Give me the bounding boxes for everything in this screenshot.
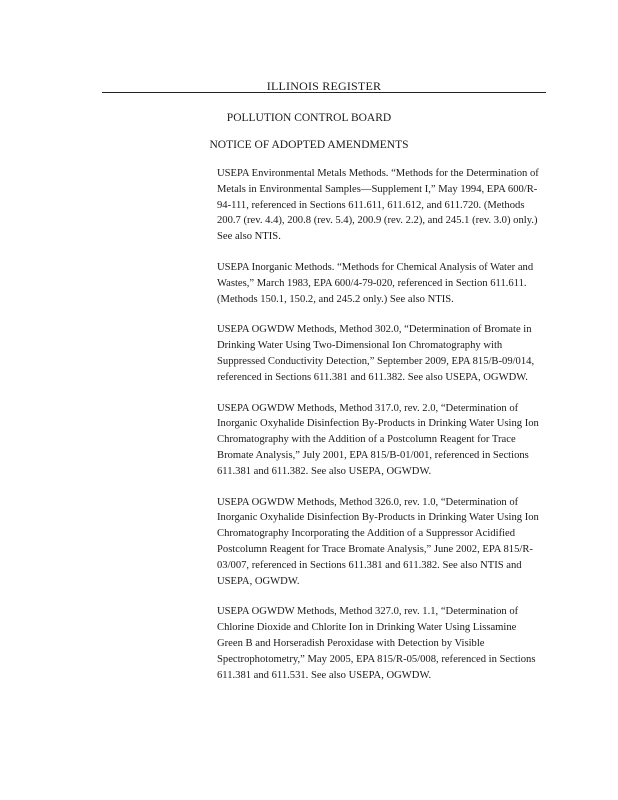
reference-entry: USEPA OGWDW Methods, Method 302.0, “Determination of Bromate in Drinking Water Using Two-Dimensional Ion Chromatography with Suppressed Conductivity Detection,” September 2009, EPA 815/B-09/014, referenced in Sections 611.381 and 611.382. See also USEPA, OGWDW. <box>217 324 535 383</box>
reference-list <box>217 166 542 698</box>
register-header <box>102 79 546 95</box>
reference-entry: USEPA Environmental Metals Methods. “Methods for the Determination of Metals in Environmental Samples—Supplement I,” May 1994, EPA 600/R-94-111, referenced in Sections 611.611, 611.612, and 611.720. (Methods 200.7 (rev. 4.4), 200.8 (rev. 5.4), 200.9 (rev. 2.2), and 245.1 (rev. 3.0) only.) See also NTIS. <box>217 168 539 243</box>
reference-entry: USEPA OGWDW Methods, Method 317.0, rev. 2.0, “Determination of Inorganic Oxyhalide Disinfection By-Products in Drinking Water Using Ion Chromatography with the Addition of a Postcolumn Reagent for Trace Bromate Analysis,” July 2001, EPA 815/B-01/001, referenced in Sections 611.381 and 611.382. See also USEPA, OGWDW. <box>217 402 539 477</box>
reference-entry: USEPA Inorganic Methods. “Methods for Chemical Analysis of Water and Wastes,” March 1983, EPA 600/4-79-020, referenced in Section 611.611. (Methods 150.1, 150.2, and 245.2 only.) See also NTIS. <box>217 261 534 305</box>
register-title: ILLINOIS REGISTER <box>266 79 382 93</box>
reference-entry: USEPA OGWDW Methods, Method 327.0, rev. 1.1, “Determination of Chlorine Dioxide and Chlorite Ion in Drinking Water Using Lissamine Green B and Horseradish Peroxidase with Detection by Visible Spectrophotometry,” May 2005, EPA 815/R-05/008, referenced in Sections 611.381 and 611.531. See also USEPA, OGWDW. <box>217 606 536 681</box>
board-name: POLLUTION CONTROL BOARD <box>226 112 392 124</box>
notice-title: NOTICE OF ADOPTED AMENDMENTS <box>209 139 409 151</box>
reference-entry: USEPA OGWDW Methods, Method 326.0, rev. 1.0, “Determination of Inorganic Oxyhalide Disinfection By-Products in Drinking Water Using Ion Chromatography Incorporating the Addition of a Suppressor Acidified Postcolumn Reagent for Trace Bromate Analysis,” June 2002, EPA 815/R-03/007, referenced in Sections 611.381 and 611.382. See also NTIS and USEPA, OGWDW. <box>217 496 539 587</box>
